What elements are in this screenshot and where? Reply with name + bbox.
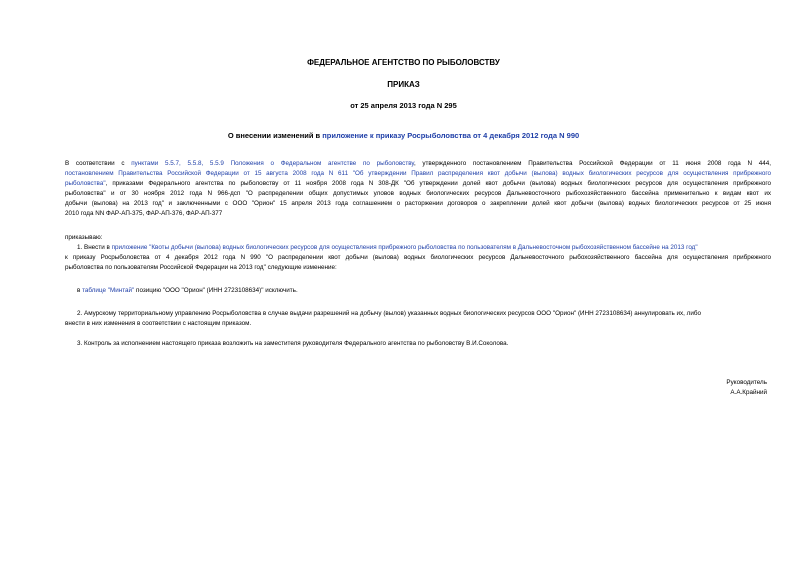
item-1-subitem: в таблице "Минтай" позицию "ООО "Орион" (ИНН 2723108634)" исключить. <box>77 287 298 294</box>
date-number: от 25 апреля 2013 года N 295 <box>350 101 457 110</box>
signature-name: А.А.Крайний <box>730 389 767 396</box>
agency-heading: ФЕДЕРАЛЬНОЕ АГЕНТСТВО ПО РЫБОЛОВСТВУ <box>307 58 500 67</box>
preamble-line-1: В соответствии с пунктами 5.5.7, 5.5.8, 5.5.9 Положения о Федеральном агентстве по рыболовству, утвержденного постановлением Правительства Российской Федерации от 11 июня 2008 года N 444, <box>65 160 772 167</box>
item-1-line-2: к приказу Росрыболовства от 4 декабря 2012 года N 990 "О распределении квот добычи (вылова) водных биологических ресурсов Дальневосточного рыбохозяйственного бассейна для осуществления прибрежного <box>65 254 771 261</box>
pollock-table-link[interactable]: таблице "Минтай" <box>82 287 135 294</box>
decree-link-cont[interactable]: рыболовства" <box>65 180 106 187</box>
preamble-line-3: рыболовства", приказами Федерального агентства по рыболовству от 11 ноября 2008 года N 308-ДК "Об утверждении долей квот добычи (вылова) водных биологических ресурсов для осуществления прибрежного <box>65 180 771 187</box>
item-3: 3. Контроль за исполнением настоящего приказа возложить на заместителя руководителя Федерального агентства по рыболовству В.И.Соколова. <box>77 340 509 347</box>
preamble-line-5: добычи (вылова) на 2013 год" и заключенными с ООО "Орион" 15 апреля 2013 года соглашением о расторжении договоров о закреплении долей квот добычи (вылова) водных биологических ресурсов от 25 июня <box>65 200 771 207</box>
item-2-line-2: внести в них изменения в соответствии с настоящим приказом. <box>65 320 252 327</box>
signature-position: Руководитель <box>726 379 767 386</box>
title-link[interactable]: приложение к приказу Росрыболовства от 4 декабря 2012 года N 990 <box>322 131 580 140</box>
order-word: приказываю: <box>65 234 103 241</box>
preamble-line-4: рыболовства" и от 30 ноября 2012 года N 966-дсп "О распределении общих допустимых уловов водных биологических ресурсов Дальневосточного рыбохозяйственного бассейна применительно к видам квот их <box>65 190 771 197</box>
document-title: О внесении изменений в приложение к приказу Росрыболовства от 4 декабря 2012 года N 990 <box>227 131 580 140</box>
item-2-line-1: 2. Амурскому территориальному управлению Росрыболовства в случае выдачи разрешений на добычу (вылов) указанных водных биологических ресурсов ООО "Орион" (ИНН 2723108634) аннулировать их, либо <box>77 310 701 317</box>
decree-link[interactable]: постановлением Правительства Российской Федерации от 15 августа 2008 года N 611 "Об утверждении Правил распределения квот добычи (вылова) водных биологических ресурсов для осуществления прибрежного <box>65 170 771 177</box>
doc-type-heading: ПРИКАЗ <box>387 80 420 89</box>
item-1-line-1: 1. Внести в приложение "Квоты добычи (вылова) водных биологических ресурсов для осуществления прибрежного рыболовства по пользователям в Дальневосточном рыбохозяйственном бассейне на 2013 год" <box>77 244 698 251</box>
preamble-line-2 <box>65 169 771 179</box>
preamble-line-6: 2010 года NN ФАР-АП-375, ФАР-АП-376, ФАР-АП-377 <box>65 210 223 217</box>
regulation-link[interactable]: пунктами 5.5.7, 5.5.8, 5.5.9 Положения о Федеральном агентстве по рыболовству <box>131 160 414 167</box>
item-1-line-3: рыболовства по пользователям Российской Федерации на 2013 год" следующие изменение: <box>65 264 337 271</box>
quota-appendix-link[interactable]: приложение "Квоты добычи (вылова) водных биологических ресурсов для осуществления прибрежного рыболовства по пользователям в Дальневосточном рыбохозяйственном бассейне на 2013 год" <box>111 244 698 251</box>
